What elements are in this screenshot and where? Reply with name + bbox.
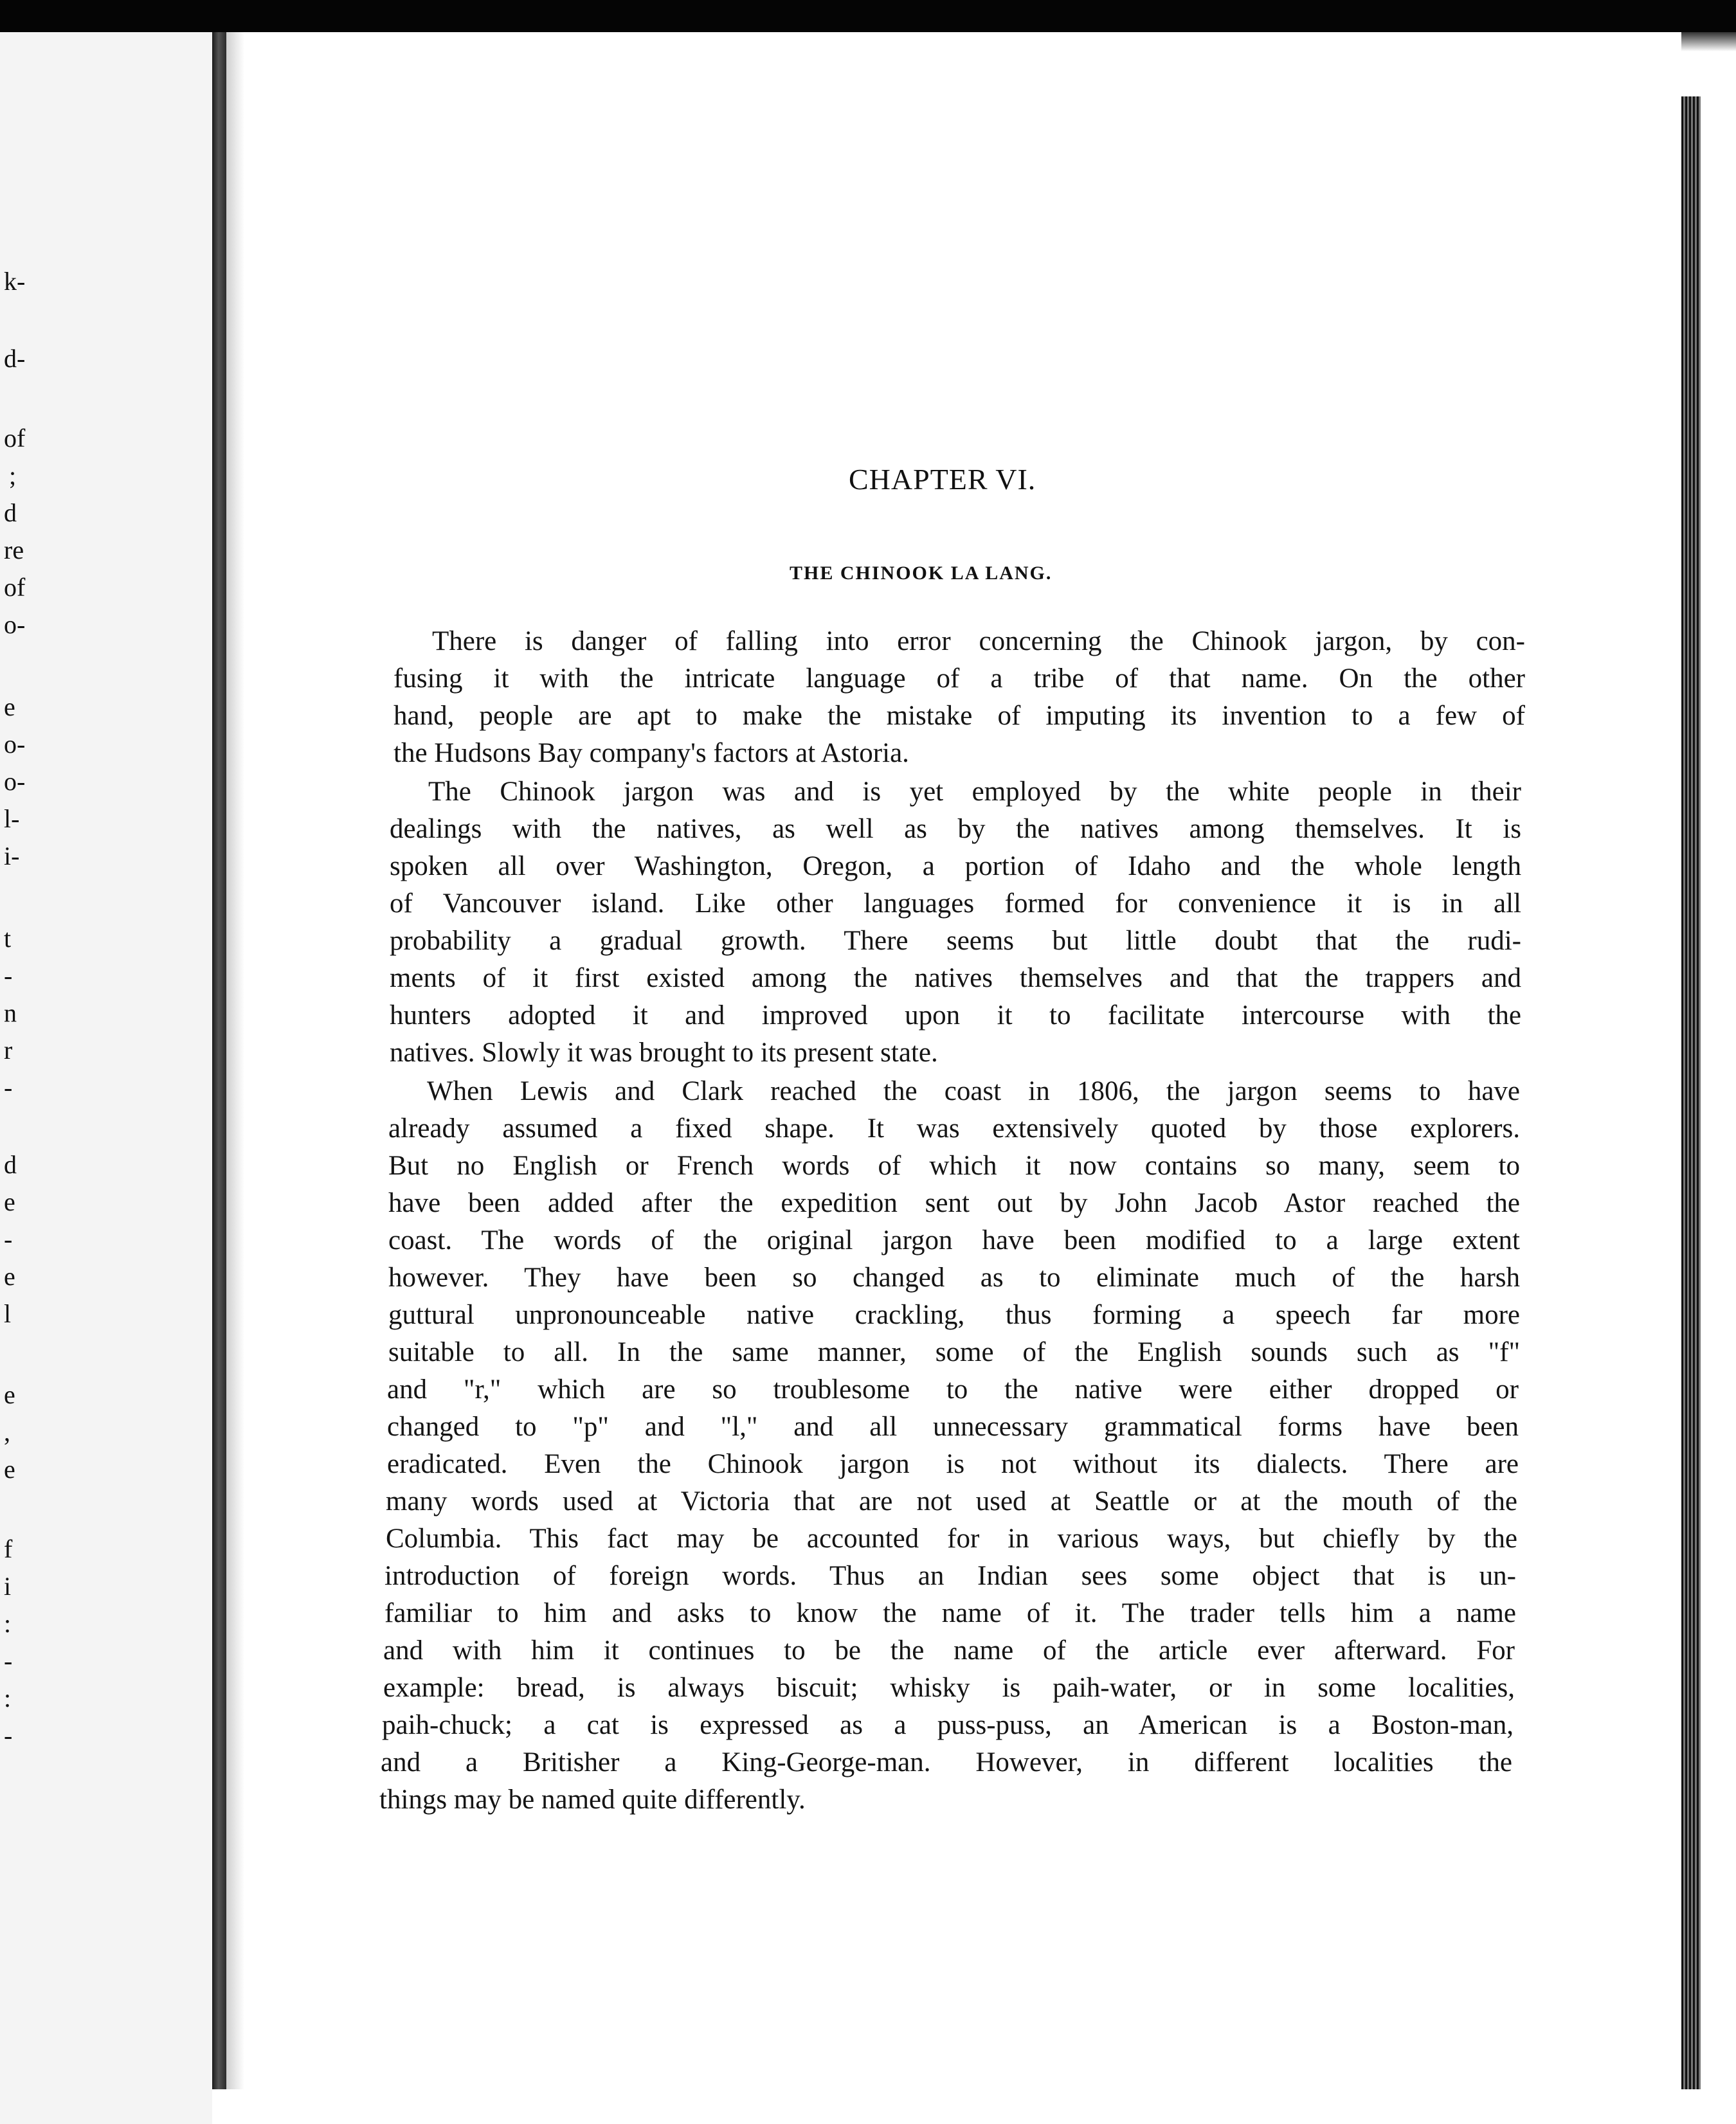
margin-fragment: e (4, 1187, 15, 1216)
text-line: and with him it continues to be the name of the article ever afterward. For (383, 1635, 1515, 1666)
margin-fragment: e (4, 1262, 15, 1291)
margin-fragment: - (4, 961, 13, 990)
margin-fragment: o- (4, 730, 26, 759)
margin-fragment: f (4, 1534, 13, 1563)
text-line: things may be named quite differently. (379, 1785, 806, 1815)
text-line: coast. The words of the original jargon have been modified to a large extent (388, 1225, 1520, 1256)
text-line: the Hudsons Bay company's factors at Astoria. (393, 738, 909, 768)
text-line: spoken all over Washington, Oregon, a portion of Idaho and the whole length (390, 851, 1521, 881)
text-line: and a Britisher a King-George-man. However, in different localities the (381, 1747, 1512, 1778)
text-line: already assumed a fixed shape. It was extensively quoted by those explorers. (388, 1113, 1520, 1144)
text-line: hand, people are apt to make the mistake of imputing its invention to a few of (393, 701, 1525, 731)
margin-fragment: d- (4, 344, 26, 373)
text-line: have been added after the expedition sent out by John Jacob Astor reached the (388, 1188, 1520, 1218)
text-line: suitable to all. In the same manner, some of the English sounds such as "f" (388, 1337, 1520, 1367)
margin-fragment: i (4, 1572, 12, 1601)
text-line: hunters adopted it and improved upon it to facilitate intercourse with the (390, 1000, 1521, 1030)
margin-fragment: - (4, 1225, 13, 1254)
margin-fragment: : (4, 1609, 12, 1638)
margin-fragment: i- (4, 842, 20, 870)
margin-fragment: e (4, 1455, 15, 1484)
text-line: paih-chuck; a cat is expressed as a puss-puss, an American is a Boston-man, (382, 1710, 1514, 1740)
margin-fragment: : (4, 1684, 12, 1713)
text-line: and "r," which are so troublesome to the native were either dropped or (387, 1374, 1519, 1405)
margin-fragment: n (4, 998, 17, 1027)
text-line: There is danger of falling into error concerning the Chinook jargon, by con- (432, 626, 1525, 656)
text-line: But no English or French words of which it now contains so many, seem to (388, 1151, 1520, 1181)
margin-fragment: ; (9, 461, 17, 490)
text-line: eradicated. Even the Chinook jargon is not without its dialects. There are (387, 1449, 1519, 1479)
text-line: fusing it with the intricate language of a tribe of that name. On the other (393, 663, 1525, 694)
margin-fragment: - (4, 1073, 13, 1102)
margin-fragment: l (4, 1299, 12, 1328)
text-line: changed to "p" and "l," and all unnecessary grammatical forms have been (387, 1412, 1519, 1442)
margin-fragment: , (4, 1418, 10, 1446)
margin-fragment: o- (4, 767, 26, 796)
chapter-title: CHAPTER VI. (849, 463, 1036, 496)
margin-fragment: t (4, 924, 12, 953)
text-line: The Chinook jargon was and is yet employed by the white people in their (428, 777, 1521, 807)
margin-fragment: k- (4, 267, 26, 296)
text-line: ments of it first existed among the natives themselves and that the trappers and (390, 963, 1521, 993)
text-line: dealings with the natives, as well as by the natives among themselves. It is (390, 814, 1521, 844)
text-line: guttural unpronounceable native crackling, thus forming a speech far more (388, 1300, 1520, 1330)
margin-fragment: e (4, 1380, 15, 1409)
text-line: however. They have been so changed as to eliminate much of the harsh (388, 1263, 1520, 1293)
margin-fragment: - (4, 1721, 13, 1750)
chapter-subtitle: THE CHINOOK LA LANG. (790, 562, 1053, 584)
text-line: natives. Slowly it was brought to its present state. (390, 1038, 938, 1068)
text-line: Columbia. This fact may be accounted for in various ways, but chiefly by the (386, 1524, 1517, 1554)
margin-fragment: d (4, 1150, 17, 1179)
margin-fragment: e (4, 692, 15, 721)
text-line: When Lewis and Clark reached the coast in 1806, the jargon seems to have (427, 1076, 1520, 1106)
margin-fragment: - (4, 1646, 13, 1675)
margin-fragment: l- (4, 804, 20, 833)
text-line: many words used at Victoria that are not used at Seattle or at the mouth of the (386, 1486, 1517, 1516)
margin-fragment: r (4, 1036, 13, 1065)
text-line: introduction of foreign words. Thus an Indian sees some object that is un- (384, 1561, 1516, 1591)
text-line: probability a gradual growth. There seems but little doubt that the rudi- (390, 926, 1521, 956)
margin-fragment: o- (4, 610, 26, 639)
margin-fragment: of (4, 424, 26, 453)
text-line: example: bread, is always biscuit; whisky is paih-water, or in some localities, (383, 1673, 1515, 1703)
text-line: familiar to him and asks to know the name of it. The trader tells him a name (384, 1598, 1516, 1628)
margin-fragment: re (4, 536, 24, 564)
margin-fragment: of (4, 573, 26, 602)
margin-fragment: d (4, 498, 17, 527)
text-line: of Vancouver island. Like other languages formed for convenience it is in all (390, 888, 1521, 919)
